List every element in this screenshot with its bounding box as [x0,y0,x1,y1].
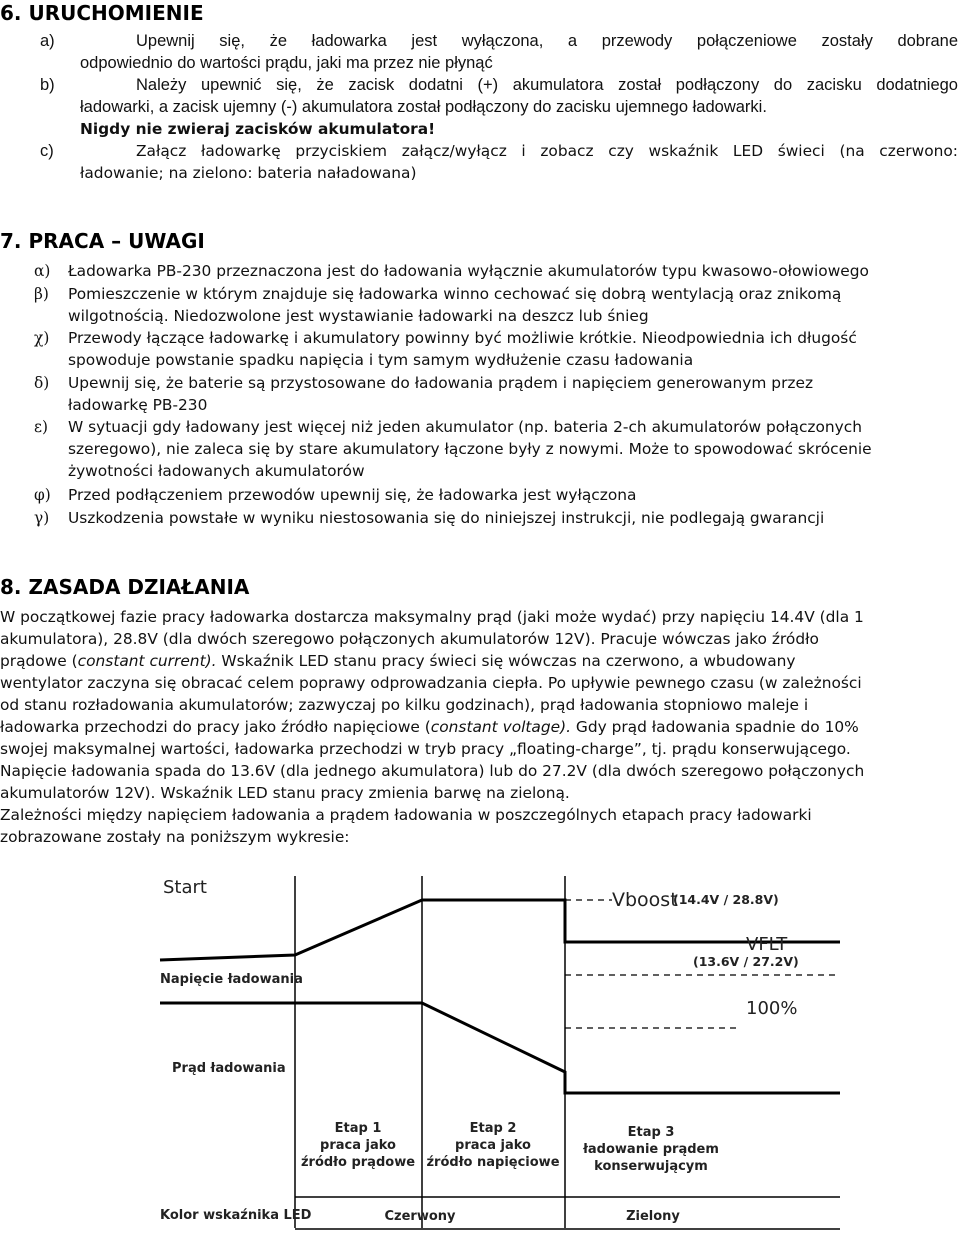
s6-warning: Nigdy nie zwieraj zacisków akumulatora! [80,120,436,138]
s7-item-beta-line1: Pomieszczenie w którym znajduje się ładowarka winno cechować się dobrą wentylacją oraz znikomą [68,285,842,303]
s7-item-epsilon-line3: żywotności ładowanych akumulatorów [68,462,365,480]
s6-item-b-line2: ładowarki, a zacisk ujemny (-) akumulatora został podłączony do zacisku ujemnego ładowarki. [80,98,767,116]
s6-item-b-line1: Należy upewnić się, że zacisk dodatni (+) akumulatora został podłączony do zacisku dodatniego [136,76,958,94]
s7-item-chi-line2: spowoduje powstanie spadku napięcia i tym samym wydłużenie czasu ładowania [68,351,694,369]
stage-2-title: Etap 2 [469,1121,517,1136]
voltage-curve [160,900,840,960]
s7-item-gamma-line1: Uszkodzenia powstałe w wyniku niestosowania się do niniejszej instrukcji, nie podlegają gwarancji [68,509,825,527]
stage-labels [301,1121,719,1174]
s7-item-alpha-line1: Ładowarka PB-230 przeznaczona jest do ładowania wyłącznie akumulatorów typu kwasowo-ołowiowego [68,262,869,280]
stage-2-line2: źródło napięciowe [426,1155,560,1170]
led-green-label: Zielony [626,1209,680,1224]
s8-constant-voltage: constant voltage). [430,718,571,736]
s8-line-10: Zależności między napięciem ładowania a prądem ładowania w poszczególnych etapach pracy ładowarki [0,806,812,824]
vboost-values: (14.4V / 28.8V) [673,892,779,907]
s8-line-7: swojej maksymalnej wartości, ładowarka przechodzi w tryb pracy „floating-charge”, tj. prądu konserwującego. [0,740,851,758]
s7-item-epsilon-label: ε) [34,418,48,436]
s8-constant-current: constant current). [77,652,217,670]
led-red-label: Czerwony [384,1209,456,1224]
stage-3-title: Etap 3 [627,1125,675,1140]
s8-line-8: Napięcie ładowania spada do 13.6V (dla jednego akumulatora) lub do 27.2V (dla dwóch szeregowo połączonych [0,762,865,780]
s7-item-delta-label: δ) [34,374,50,392]
s7-item-chi-line1: Przewody łączące ładowarkę i akumulatory powinny być możliwie krótkie. Nieodpowiednia ich długość [68,329,857,347]
section-6-heading: 6. URUCHOMIENIE [0,1,204,25]
s8-line-9: akumulatorów 12V). Wskaźnik LED stanu pracy zmienia barwę na zieloną. [0,784,570,802]
s7-item-epsilon-line2: szeregowo), nie zaleca się by stare akumulatory łączone były z nowymi. Może to spowodować skrócenie [68,440,872,458]
stage-1-title: Etap 1 [334,1121,382,1136]
s8-line-1: W początkowej fazie pracy ładowarka dostarcza maksymalny prąd (jaki może wydać) przy napięciu 14.4V (dla 1 [0,608,864,626]
s7-item-gamma-label: γ) [34,509,50,527]
s8-line-2: akumulatora), 28.8V (dla dwóch szeregowo połączonych akumulatorów 12V). Pracuje wówczas jako źródło [0,630,819,648]
stage-1-line2: źródło prądowe [300,1155,416,1170]
stage-1-line1: praca jako [320,1138,396,1153]
stage-3-line1: ładowanie prądem [583,1142,719,1157]
current-curve [160,1003,840,1093]
s7-item-beta-label: β) [34,285,49,303]
s6-item-b-label: b) [40,76,55,94]
s6-item-a-label: a) [40,32,55,50]
s8-line-4: wentylator zaczyna się obracać celem poprawy odprowadzania ciepła. Po upływie pewnego czasu (w zależności [0,674,862,692]
stage-2-line1: praca jako [455,1138,531,1153]
s8-line-3c: Wskaźnik LED stanu pracy świeci się wówczas na czerwono, a wbudowany [216,652,796,670]
s8-line-6a: ładowarka przechodzi do pracy jako źródło napięciowe ( [0,718,431,736]
s8-line-3a: prądowe ( [0,652,78,670]
s7-item-epsilon-line1: W sytuacji gdy ładowany jest więcej niż jeden akumulator (np. bateria 2-ch akumulatorów połączonych [68,418,863,436]
s6-item-c-line2: ładowanie; na zielono: bateria naładowana) [80,164,417,182]
s8-line-5: od stanu rozładowania akumulatorów; zazwyczaj po kilku godzinach), prąd ładowania stopniowo maleje i [0,696,809,714]
s7-item-phi-label: φ) [34,486,51,504]
s8-line-6c: Gdy prąd ładowania spadnie do 10% [571,718,859,736]
current-series-label: Prąd ładowania [172,1061,286,1076]
vflt-label: VFLT [746,934,788,955]
section-8-heading: 8. ZASADA DZIAŁANIA [0,575,250,599]
s7-item-alpha-label: α) [34,262,51,280]
s7-item-delta-line1: Upewnij się, że baterie są przystosowane do ładowania prądem i napięciem generowanym przez [68,374,814,392]
s7-item-beta-line2: wilgotnością. Niedozwolone jest wystawianie ładowarki na deszcz lub śnieg [68,307,649,325]
chart-start-label: Start [163,877,207,898]
s6-item-a-line1: Upewnij się, że ładowarka jest wyłączona, a przewody połączeniowe zostały dobrane [136,32,958,50]
s6-item-c-label: c) [40,142,54,160]
vboost-label: Vboost [612,889,678,911]
s6-item-a-line2: odpowiednio do wartości prądu, jaki ma przez nie płynąć [80,54,493,72]
s7-item-chi-label: χ) [34,329,50,347]
voltage-series-label: Napięcie ładowania [160,972,303,987]
s8-line-11: zobrazowane zostały na poniższym wykresie: [0,828,350,846]
stage-3-line2: konserwującym [594,1159,708,1174]
s7-item-delta-line2: ładowarkę PB-230 [68,396,208,414]
s7-item-phi-line1: Przed podłączeniem przewodów upewnij się, że ładowarka jest wyłączona [68,486,637,504]
s6-item-c-line1: Załącz ładowarkę przyciskiem załącz/wyłącz i zobacz czy wskaźnik LED świeci (na czerwono: [136,142,958,160]
led-color-label: Kolor wskaźnika LED [160,1208,312,1223]
percent-label: 100% [746,998,798,1019]
vflt-values: (13.6V / 27.2V) [693,954,799,969]
section-7-heading: 7. PRACA – UWAGI [0,229,205,253]
